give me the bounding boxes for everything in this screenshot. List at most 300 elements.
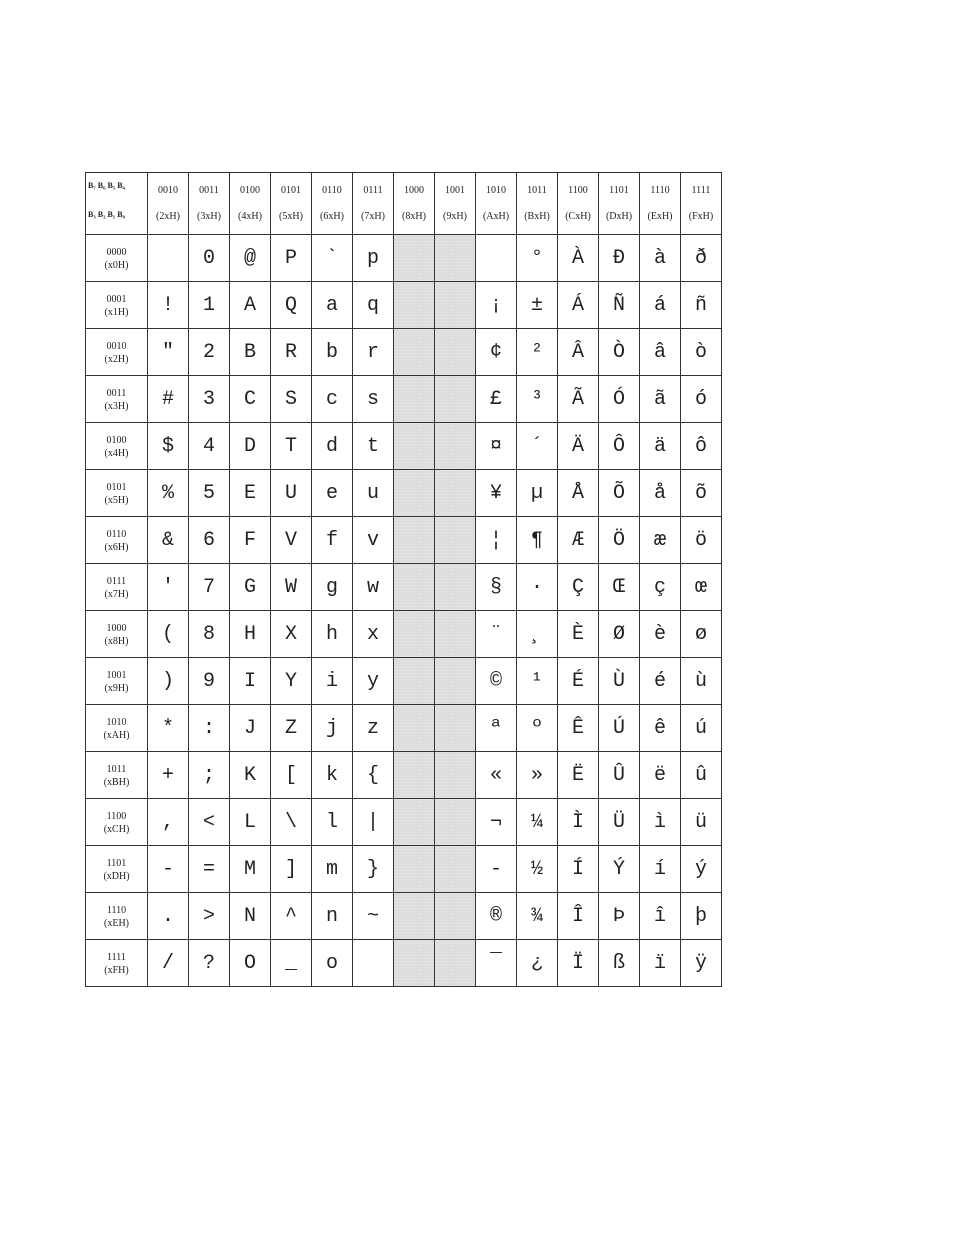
char-cell: ª [476,705,517,752]
table-row [86,799,722,846]
char-cell: à [640,235,681,282]
char-cell: R [271,329,312,376]
column-hex: (AxH) [482,210,510,222]
char-cell: 7 [189,564,230,611]
undefined-code-cell [435,705,476,752]
char-cell: ä [640,423,681,470]
char-cell: ³ [517,376,558,423]
char-cell: ^ [271,893,312,940]
char-cell: 1 [189,282,230,329]
undefined-code-cell [394,799,435,846]
char-cell: f [312,517,353,564]
char-cell: ñ [681,282,722,329]
char-cell: d [312,423,353,470]
char-cell: Â [558,329,599,376]
char-cell: 5 [189,470,230,517]
row-header [86,705,148,752]
char-cell: N [230,893,271,940]
row-hex: (x6H) [104,542,129,553]
undefined-code-cell [394,329,435,376]
row-header [86,517,148,564]
char-cell: û [681,752,722,799]
undefined-code-cell [435,517,476,564]
undefined-code-cell [394,611,435,658]
column-hex: (BxH) [524,210,550,222]
char-cell: ( [148,611,189,658]
char-cell: , [148,799,189,846]
char-cell: Ô [599,423,640,470]
char-cell: n [312,893,353,940]
char-cell: @ [230,235,271,282]
char-cell: P [271,235,312,282]
column-bits: 1100 [568,184,588,196]
undefined-code-cell [394,940,435,987]
row-hex: (x5H) [104,495,129,506]
char-cell: z [353,705,394,752]
char-cell: í [640,846,681,893]
char-cell: Í [558,846,599,893]
table-row [86,846,722,893]
char-cell: þ [681,893,722,940]
char-cell: » [517,752,558,799]
char-cell: 3 [189,376,230,423]
char-cell: ç [640,564,681,611]
char-cell: o [312,940,353,987]
char-cell: Ë [558,752,599,799]
char-cell: £ [476,376,517,423]
row-header [86,752,148,799]
char-cell: Ã [558,376,599,423]
char-cell: T [271,423,312,470]
char-cell: C [230,376,271,423]
char-cell: Ì [558,799,599,846]
char-cell: \ [271,799,312,846]
row-hex: (xEH) [104,918,129,929]
undefined-code-cell [394,564,435,611]
table-row [86,705,722,752]
char-cell: " [148,329,189,376]
undefined-code-cell [435,470,476,517]
row-hex: (x3H) [104,401,129,412]
row-header [86,282,148,329]
char-cell: { [353,752,394,799]
table-row [86,752,722,799]
column-bits: 1111 [691,184,711,196]
row-hex: (x4H) [104,448,129,459]
row-bits: 1101 [106,858,127,869]
char-cell: 6 [189,517,230,564]
row-bits: 0100 [106,435,127,446]
char-cell: W [271,564,312,611]
row-hex: (xAH) [103,730,130,741]
char-cell: ï [640,940,681,987]
column-bits: 0101 [281,184,301,196]
char-cell: ' [148,564,189,611]
char-cell: - [476,846,517,893]
undefined-code-cell [394,376,435,423]
char-cell: Y [271,658,312,705]
char-cell: ¯ [476,940,517,987]
char-cell: - [148,846,189,893]
column-bits: 1010 [486,184,506,196]
column-header [230,173,271,235]
char-cell: « [476,752,517,799]
char-cell: æ [640,517,681,564]
row-hex: (xCH) [103,824,130,835]
row-bits: 1110 [106,905,127,916]
char-cell: Ü [599,799,640,846]
char-cell: ð [681,235,722,282]
row-header [86,235,148,282]
column-header [271,173,312,235]
column-hex: (ExH) [647,210,673,222]
char-cell: ê [640,705,681,752]
char-cell: Ñ [599,282,640,329]
char-cell: Î [558,893,599,940]
char-cell: . [148,893,189,940]
char-cell: p [353,235,394,282]
char-cell: ¥ [476,470,517,517]
char-cell: B [230,329,271,376]
char-cell: m [312,846,353,893]
column-header [394,173,435,235]
char-cell: Œ [599,564,640,611]
char-cell: A [230,282,271,329]
char-cell: = [189,846,230,893]
char-cell: / [148,940,189,987]
row-bits: 0001 [106,294,127,305]
undefined-code-cell [394,705,435,752]
char-cell: Ç [558,564,599,611]
row-hex: (x8H) [104,636,129,647]
bit-order-corner [86,173,148,235]
undefined-code-cell [435,752,476,799]
character-code-table [85,172,722,987]
column-hex: (8xH) [402,210,426,222]
char-cell: H [230,611,271,658]
char-cell: ! [148,282,189,329]
row-bits: 0111 [106,576,127,587]
char-cell: < [189,799,230,846]
char-cell: 2 [189,329,230,376]
undefined-code-cell [394,235,435,282]
undefined-code-cell [435,846,476,893]
char-cell: * [148,705,189,752]
char-cell: É [558,658,599,705]
char-cell: I [230,658,271,705]
column-header [148,173,189,235]
column-header [558,173,599,235]
table-row [86,329,722,376]
char-cell: | [353,799,394,846]
char-cell: ã [640,376,681,423]
row-hex: (x1H) [104,307,129,318]
column-header [189,173,230,235]
table-row [86,376,722,423]
row-bits: 1010 [106,717,127,728]
char-cell: Æ [558,517,599,564]
column-bits: 0011 [199,184,219,196]
char-cell: Û [599,752,640,799]
undefined-code-cell [394,846,435,893]
row-hex: (xBH) [103,777,130,788]
char-cell: Þ [599,893,640,940]
row-bits: 0110 [106,529,127,540]
char-cell: î [640,893,681,940]
column-header [435,173,476,235]
column-hex: (9xH) [443,210,467,222]
char-cell: ´ [517,423,558,470]
char-cell: [ [271,752,312,799]
char-cell: y [353,658,394,705]
char-cell: ÿ [681,940,722,987]
undefined-code-cell [435,376,476,423]
char-cell: c [312,376,353,423]
char-cell: 0 [189,235,230,282]
high-bits-label: B₇ B₆ B₅ B₄ [88,181,125,190]
undefined-code-cell [394,423,435,470]
row-bits: 0011 [106,388,127,399]
char-cell: w [353,564,394,611]
char-cell: ø [681,611,722,658]
char-cell: x [353,611,394,658]
char-cell: © [476,658,517,705]
undefined-code-cell [435,282,476,329]
row-hex: (x2H) [104,354,129,365]
undefined-code-cell [435,611,476,658]
table-row [86,470,722,517]
char-cell: ~ [353,893,394,940]
column-bits: 1011 [527,184,547,196]
column-header [353,173,394,235]
char-cell: ) [148,658,189,705]
row-header [86,376,148,423]
row-bits: 1111 [107,952,126,963]
char-cell: : [189,705,230,752]
char-cell: _ [271,940,312,987]
table-row [86,893,722,940]
char-cell: Õ [599,470,640,517]
char-cell: ¿ [517,940,558,987]
table-row [86,517,722,564]
char-cell: 8 [189,611,230,658]
char-cell: ² [517,329,558,376]
undefined-code-cell [435,235,476,282]
char-cell: ¬ [476,799,517,846]
undefined-code-cell [435,423,476,470]
char-cell: Ð [599,235,640,282]
low-bits-label: B₃ B₂ B₁ B₀ [88,210,125,219]
undefined-code-cell [435,893,476,940]
char-cell: v [353,517,394,564]
char-cell: Ù [599,658,640,705]
char-cell: ? [189,940,230,987]
char-cell: ý [681,846,722,893]
char-cell: O [230,940,271,987]
char-cell: j [312,705,353,752]
undefined-code-cell [435,799,476,846]
char-cell: é [640,658,681,705]
char-cell: S [271,376,312,423]
char-cell: ¾ [517,893,558,940]
char-cell: â [640,329,681,376]
row-header [86,940,148,987]
char-cell: ® [476,893,517,940]
char-cell: % [148,470,189,517]
char-cell: ¤ [476,423,517,470]
char-cell: e [312,470,353,517]
row-bits: 0000 [106,247,127,258]
char-cell: g [312,564,353,611]
char-cell: ú [681,705,722,752]
char-cell: ù [681,658,722,705]
char-cell: À [558,235,599,282]
char-cell: Å [558,470,599,517]
table-row [86,235,722,282]
char-cell: V [271,517,312,564]
column-bits: 0010 [158,184,178,196]
char-cell: § [476,564,517,611]
char-cell: ó [681,376,722,423]
char-cell: # [148,376,189,423]
row-bits: 0010 [106,341,127,352]
row-header [86,799,148,846]
char-cell: t [353,423,394,470]
char-cell: G [230,564,271,611]
char-cell: h [312,611,353,658]
char-cell: µ [517,470,558,517]
row-hex: (x0H) [104,260,129,271]
char-cell: ] [271,846,312,893]
char-cell: X [271,611,312,658]
column-header [640,173,681,235]
char-cell: r [353,329,394,376]
char-cell: J [230,705,271,752]
column-header [312,173,353,235]
table-body [86,235,722,987]
char-cell: ö [681,517,722,564]
char-cell: l [312,799,353,846]
char-cell: œ [681,564,722,611]
row-bits: 1011 [106,764,127,775]
char-cell: Ö [599,517,640,564]
column-hex: (6xH) [320,210,344,222]
column-hex: (FxH) [688,210,714,222]
column-header [517,173,558,235]
column-hex: (CxH) [565,210,591,222]
char-cell: Ä [558,423,599,470]
column-hex: (3xH) [197,210,221,222]
char-cell: è [640,611,681,658]
undefined-code-cell [435,940,476,987]
undefined-code-cell [394,282,435,329]
table-row [86,611,722,658]
char-cell: á [640,282,681,329]
char-cell: ¼ [517,799,558,846]
row-bits: 1000 [106,623,127,634]
undefined-code-cell [435,564,476,611]
char-cell: õ [681,470,722,517]
char-cell: ¶ [517,517,558,564]
char-cell: E [230,470,271,517]
char-cell: q [353,282,394,329]
column-bits: 0110 [322,184,342,196]
column-bits: 1001 [445,184,465,196]
char-cell: 4 [189,423,230,470]
row-bits: 1100 [106,811,127,822]
row-header [86,658,148,705]
char-cell: ; [189,752,230,799]
char-cell: } [353,846,394,893]
table-row [86,423,722,470]
column-header [599,173,640,235]
column-bits: 0111 [363,184,383,196]
column-header-row [86,173,722,235]
row-bits: 1001 [106,670,127,681]
char-cell: Ó [599,376,640,423]
char-cell: K [230,752,271,799]
row-header [86,329,148,376]
row-header [86,470,148,517]
row-bits: 0101 [106,482,127,493]
char-cell: M [230,846,271,893]
char-cell: i [312,658,353,705]
char-cell: k [312,752,353,799]
char-cell [353,940,394,987]
char-cell: & [148,517,189,564]
row-header [86,423,148,470]
char-cell: ì [640,799,681,846]
char-cell: U [271,470,312,517]
char-cell: º [517,705,558,752]
char-cell: Ò [599,329,640,376]
undefined-code-cell [435,329,476,376]
column-bits: 1101 [609,184,629,196]
column-bits: 0100 [240,184,260,196]
char-cell: ß [599,940,640,987]
undefined-code-cell [435,658,476,705]
row-hex: (x7H) [104,589,129,600]
table-row [86,564,722,611]
char-cell: Ú [599,705,640,752]
char-cell: å [640,470,681,517]
column-header [476,173,517,235]
column-bits: 1000 [404,184,424,196]
char-cell: Q [271,282,312,329]
char-cell: u [353,470,394,517]
char-cell: ± [517,282,558,329]
char-cell: Z [271,705,312,752]
char-cell: Ø [599,611,640,658]
undefined-code-cell [394,658,435,705]
table-row [86,658,722,705]
char-cell: Á [558,282,599,329]
char-cell: Ê [558,705,599,752]
char-cell: Ï [558,940,599,987]
row-header [86,611,148,658]
column-bits: 1110 [650,184,670,196]
column-header [681,173,722,235]
char-cell: · [517,564,558,611]
char-cell: ¨ [476,611,517,658]
undefined-code-cell [394,893,435,940]
char-cell: ë [640,752,681,799]
char-cell: > [189,893,230,940]
undefined-code-cell [394,470,435,517]
column-hex: (DxH) [605,210,633,222]
char-cell: ü [681,799,722,846]
row-hex: (xDH) [103,871,130,882]
